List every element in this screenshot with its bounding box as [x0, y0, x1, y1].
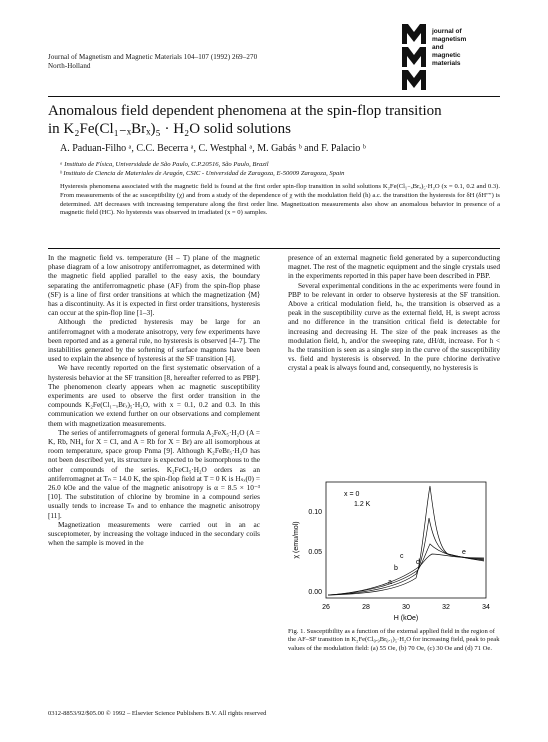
paragraph: presence of an external magnetic field generated by a superconducting magnet. The rest of the magnetic equipment and the single crystals used in the experiments reported in this paper have been described in PBP.	[288, 253, 500, 281]
abstract-rule	[48, 248, 500, 249]
curve-d	[328, 554, 484, 595]
y-axis-label: χ (emu/mol)	[293, 521, 300, 559]
right-column	[288, 253, 500, 373]
plot-frame	[326, 482, 486, 598]
curve-label: d	[416, 559, 420, 566]
left-column	[48, 253, 260, 548]
x-tick-label: 32	[442, 604, 450, 611]
curve-label: b	[394, 565, 398, 572]
paragraph: Although the predicted hysteresis may be large for an antiferromagnet with a moderate anisotropy, very few experiments have been reported and as a general rule, no hysteresis is observed [4–7]. The instabilities generated by the softening of surface magnons have been used to explain the absence of hysteresis at the SF transition [4].	[48, 317, 260, 364]
paragraph: In the magnetic field vs. temperature (H – T) plane of the magnetic phase diagram of a low anisotropy antiferromagnet, as determined with the magnetic field applied parallel to the easy axis, the boundary separating the antiferromagnetic phase (AF) from the spin-flop phase (SF) is a line of first order transitions at which the magnetization ⟨M⟩ has a discontinuity. As it is expected in first order transitions, hysteresis can occur at the spin-flop line [1–3].	[48, 253, 260, 318]
journal-logo	[400, 22, 500, 94]
legend-line: 1.2 K	[354, 501, 371, 508]
curve-label: a	[388, 579, 392, 586]
y-tick-label: 0.05	[308, 549, 322, 556]
logo-word: magnetism	[432, 36, 467, 43]
logo-word: materials	[432, 60, 461, 67]
logo-word: journal of	[432, 28, 462, 35]
logo-word: and	[432, 44, 444, 51]
x-axis-label: H (kOe)	[393, 615, 419, 622]
journal-citation: Journal of Magnetism and Magnetic Materials 104–107 (1992) 269–270	[48, 53, 258, 61]
affiliations	[60, 160, 500, 178]
journal-header	[48, 53, 257, 71]
paragraph: We have recently reported on the first systematic observation of a hysteresis behavior at the SF transition [8, hereafter referred to as PBP]. The phenomenon clearly appears when ac magnetic susceptibility experiments are used to observe the first order transition in the compounds K₂Fe(Cl₁₋ₓBrₓ)₅·H₂O, with x = 0.1, 0.2 and 0.3. In this communication we extend further on our observations and complement them with magnetization measurements.	[48, 363, 260, 428]
paragraph: Magnetization measurements were carried out in an ac susceptometer, by increasing the voltage induced in the secondary coils when the sample is moved in the	[48, 519, 260, 548]
paper-title	[48, 102, 508, 138]
affiliation: ᵃ Instituto de Física, Universidade de São Paulo, C.P.20516, São Paulo, Brazil	[60, 161, 269, 168]
x-tick-label: 28	[362, 604, 370, 611]
legend-line: x = 0	[344, 491, 360, 498]
logo-word: magnetic	[432, 52, 461, 59]
y-tick-label: 0.10	[308, 509, 322, 516]
authors: A. Paduan-Filho ᵃ, C.C. Becerra ᵃ, C. Westphal ᵃ, M. Gabás ᵇ and F. Palacio ᵇ	[60, 143, 366, 154]
figure-caption: Fig. 1. Susceptibility as a function of the external applied field in the region of the AF–SF transition in K₂Fe(Cl₀.₉Br₀.₁)₅·H₂O for increasing field, peak to peak values of the modulation field: (a) 55 Oe, (b) 70 Oe, (c) 30 Oe and (d) 71 Oe.	[288, 628, 500, 652]
curve-c	[328, 544, 484, 595]
figure-1	[288, 478, 500, 628]
header-rule	[48, 96, 500, 97]
publisher-line: North-Holland	[48, 62, 91, 70]
title-line: in K₂Fe(Cl₁₋ₓBrₓ)₅ · H₂O solid solutions	[48, 121, 291, 137]
affiliation: ᵇ Instituto de Ciencia de Materiales de Aragón, CSIC - Universidad de Zaragoza, E-50009 Zaragoza, Spain	[60, 170, 345, 177]
logo-text	[432, 28, 466, 68]
mmm-logo-icon	[400, 22, 428, 94]
x-tick-label: 34	[482, 604, 490, 611]
y-tick-label: 0.00	[308, 589, 322, 596]
x-tick-label: 30	[402, 604, 410, 611]
curve-a	[328, 486, 484, 595]
copyright-footer: 0312-8853/92/$05.00 © 1992 – Elsevier Science Publishers B.V. All rights reserved	[48, 710, 267, 717]
x-tick-label: 26	[322, 604, 330, 611]
paragraph: Several experimental conditions in the ac experiments were found in PBP to be relevant in order to observe hysteresis at the SF transition. Above a critical modulation field, hₛ, the transition is observed as a peak in the susceptibility curve as the external field, H, is swept across and no difference in the transition critical field is detectable for increasing and decreasing H. The size of the peak increases as the modulation field, h, and/or the sweeping rate, dH/dt, increase. For h < hₛ the transition is seen as a single step in the curve of the susceptibility vs. field and hysteresis is observed. In the pure chlorine derivative crystal a peak is always found and, consequently, no hysteresis is	[288, 280, 500, 373]
title-line: Anomalous field dependent phenomena at the spin-flop transition	[48, 103, 442, 119]
curve-label: c	[400, 553, 404, 560]
curve-label: e	[462, 549, 466, 556]
paragraph: The series of antiferromagnets of general formula A₂FeX₅·H₂O (A = K, Rb, NH₄ for X = Cl, and A = Rb for X = Br) are all isomorphous at room temperature, space group Pnma [9]. Although K₂FeBr₅·H₂O has not been described yet, its structure is expected to be isomorphous to the other compounds of the series. K₂FeCl₅·H₂O orders as an antiferromagnet at Tₙ = 14.0 K, the spin-flop field at T = 0 K is Hₛₓ(0) = 26.0 kOe and the value of the magnetic anisotropy is α = 8.5 × 10⁻³ [10]. The substitution of chlorine by bromine in a compound series usually tends to increase Tₙ and to enhance the magnetic anisotropy [11].	[48, 427, 260, 520]
abstract: Hysteresis phenomena associated with the magnetic field is found at the first order spin-flop transition in solid solutions K₂Fe(Cl₁₋ₓBrₓ)₅·H₂O (x = 0.1, 0.2 and 0.3). From measurements of the ac susceptibility (χ) and from a study of the dependence of χ with the modulation field (h) a.c. the transition the hysteresis for δH (δH″″) is determined. ΔH decreases with increasing temperature along the first order line. Magnetization measurements also show an anomalous behavior in presence of a magnetic field (HC). No hysteresis was observed in irradiated (x = 0) samples.	[60, 183, 500, 217]
